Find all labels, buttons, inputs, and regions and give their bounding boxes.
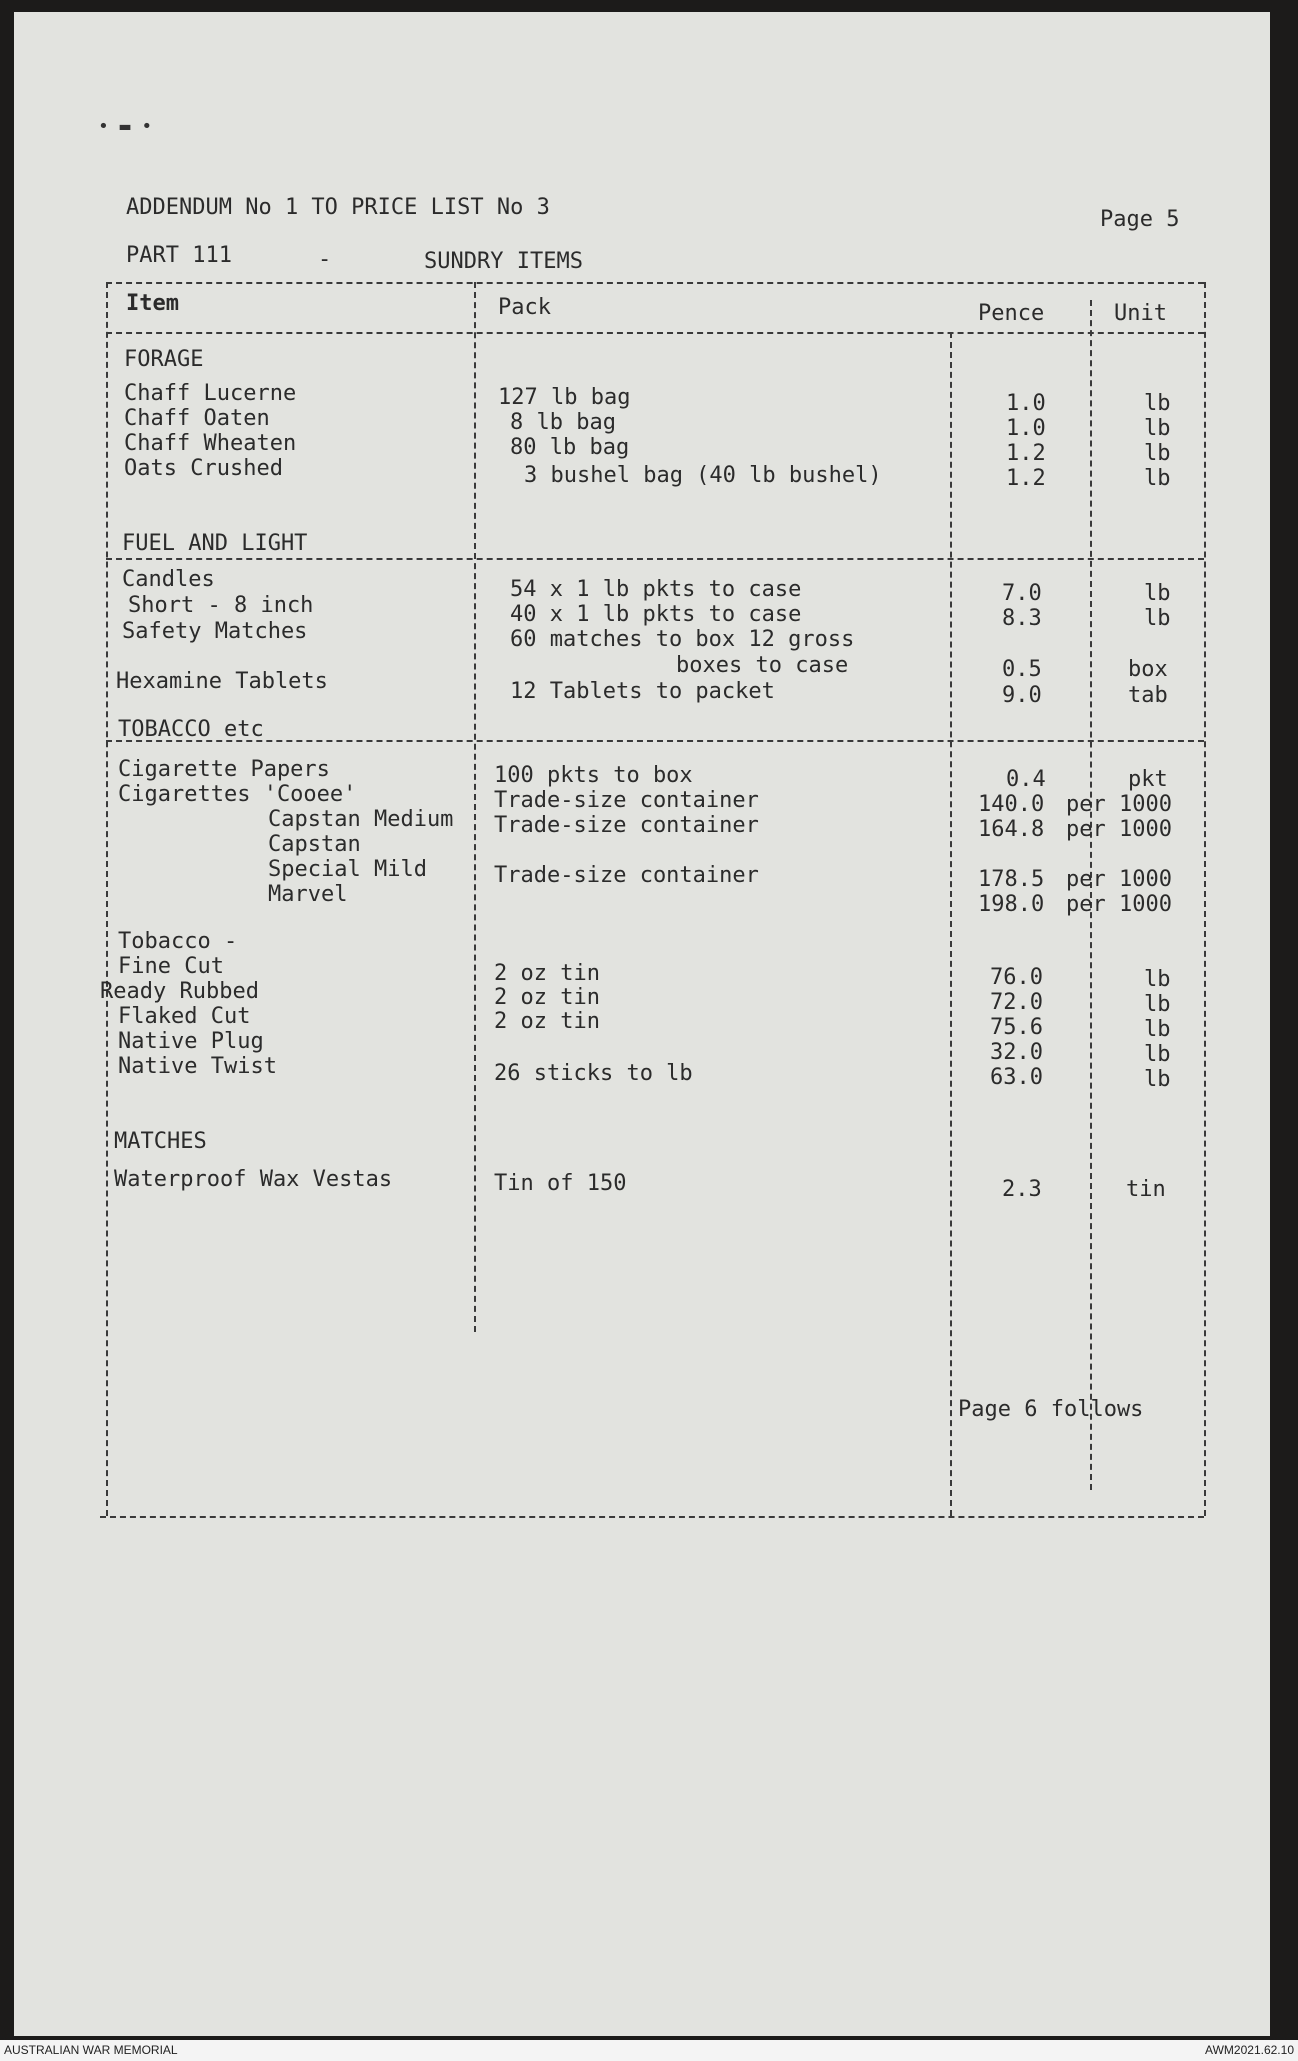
unit-native-plug: lb	[1144, 1042, 1171, 1067]
unit-native-twist: lb	[1144, 1067, 1171, 1092]
pack-cigarettes-cooee: Trade-size container	[494, 788, 759, 813]
fuel-bottom-border	[106, 740, 1204, 742]
section-tobacco: TOBACCO etc	[118, 717, 264, 742]
item-fine-cut: Fine Cut	[118, 954, 224, 979]
item-candles: Candles	[122, 567, 215, 592]
pence-flaked-cut: 75.6	[990, 1015, 1043, 1040]
pence-chaff-oaten: 1.0	[1006, 416, 1046, 441]
pack-waterproof-wax-vestas: Tin of 150	[494, 1171, 627, 1196]
pack-native-twist: 26 sticks to lb	[494, 1061, 693, 1086]
unit-capstan-special-mild: per 1000	[1066, 867, 1172, 892]
item-short-8-inch: Short - 8 inch	[128, 593, 314, 618]
pence-native-twist: 63.0	[990, 1065, 1043, 1090]
unit-chaff-oaten: lb	[1144, 416, 1171, 441]
pack-chaff-wheaten: 80 lb bag	[510, 435, 630, 460]
column-header-pence: Pence	[978, 301, 1045, 326]
pence-waterproof-wax-vestas: 2.3	[1002, 1177, 1042, 1202]
pack-oats-crushed: 3 bushel bag (40 lb bushel)	[524, 463, 882, 488]
unit-capstan-medium: per 1000	[1066, 817, 1172, 842]
pence-chaff-lucerne: 1.0	[1006, 391, 1046, 416]
unit-cigarette-papers: pkt	[1128, 767, 1168, 792]
pence-marvel: 198.0	[978, 892, 1045, 917]
archive-reference: AWM2021.62.10	[1205, 2043, 1294, 2057]
item-cigarettes-cooee: Cigarettes 'Cooee'	[118, 782, 357, 807]
pence-hexamine-tablets: 9.0	[1002, 683, 1042, 708]
pence-safety-matches: 0.5	[1002, 657, 1042, 682]
item-flaked-cut: Flaked Cut	[118, 1004, 251, 1029]
pence-fine-cut: 76.0	[990, 965, 1043, 990]
item-marvel: Marvel	[268, 882, 348, 907]
pack-safety-matches-cont: boxes to case	[676, 653, 849, 678]
pack-hexamine-tablets: 12 Tablets to packet	[510, 679, 775, 704]
pence-cigarette-papers: 0.4	[1006, 767, 1046, 792]
header-bottom-border	[106, 332, 1204, 334]
pack-safety-matches: 60 matches to box 12 gross	[510, 627, 855, 652]
archive-footer	[0, 2040, 1298, 2061]
pack-column-divider	[474, 282, 476, 1332]
column-header-unit: Unit	[1114, 301, 1167, 326]
item-special-mild: Special Mild	[268, 857, 427, 882]
pence-capstan-special-mild: 178.5	[978, 867, 1045, 892]
pence-candles: 7.0	[1002, 581, 1042, 606]
item-chaff-oaten: Chaff Oaten	[124, 406, 270, 431]
part-dash: -	[318, 247, 332, 272]
item-cigarette-papers: Cigarette Papers	[118, 757, 330, 782]
unit-marvel: per 1000	[1066, 892, 1172, 917]
pack-short-8-inch: 40 x 1 lb pkts to case	[510, 602, 802, 627]
archive-name: AUSTRALIAN WAR MEMORIAL	[4, 2043, 178, 2057]
part-number: PART 111	[126, 243, 232, 268]
forage-bottom-border	[106, 558, 1204, 560]
pack-capstan-special-mild: Trade-size container	[494, 863, 759, 888]
item-capstan-medium: Capstan Medium	[268, 807, 454, 832]
item-tobacco-heading: Tobacco -	[118, 929, 238, 954]
table-left-border	[106, 282, 108, 1516]
unit-flaked-cut: lb	[1144, 1017, 1171, 1042]
section-matches: MATCHES	[114, 1129, 207, 1154]
unit-waterproof-wax-vestas: tin	[1126, 1177, 1166, 1202]
pack-capstan-medium: Trade-size container	[494, 813, 759, 838]
pence-short-8-inch: 8.3	[1002, 606, 1042, 631]
section-forage: FORAGE	[124, 347, 204, 372]
pence-ready-rubbed: 72.0	[990, 990, 1043, 1015]
unit-safety-matches: box	[1128, 657, 1168, 682]
item-hexamine-tablets: Hexamine Tablets	[116, 669, 328, 694]
column-header-pack: Pack	[498, 295, 551, 320]
pack-cigarette-papers: 100 pkts to box	[494, 763, 693, 788]
unit-candles: lb	[1144, 581, 1171, 606]
table-bottom-border	[100, 1516, 1204, 1518]
page-follows-note: Page 6 follows	[958, 1397, 1144, 1422]
part-title: SUNDRY ITEMS	[424, 249, 583, 274]
pack-flaked-cut: 2 oz tin	[494, 1009, 600, 1034]
item-chaff-lucerne: Chaff Lucerne	[124, 381, 297, 406]
pence-chaff-wheaten: 1.2	[1006, 441, 1046, 466]
document-title: ADDENDUM No 1 TO PRICE LIST No 3	[126, 195, 550, 220]
item-chaff-wheaten: Chaff Wheaten	[124, 431, 297, 456]
pack-ready-rubbed: 2 oz tin	[494, 985, 600, 1010]
item-waterproof-wax-vestas: Waterproof Wax Vestas	[114, 1167, 393, 1192]
pence-column-divider	[950, 332, 952, 1516]
unit-fine-cut: lb	[1144, 967, 1171, 992]
table-top-border	[106, 282, 1204, 284]
item-native-twist: Native Twist	[118, 1054, 277, 1079]
pack-fine-cut: 2 oz tin	[494, 961, 600, 986]
unit-cigarettes-cooee: per 1000	[1066, 792, 1172, 817]
pence-capstan-medium: 164.8	[978, 817, 1045, 842]
section-fuel-and-light: FUEL AND LIGHT	[122, 531, 308, 556]
page-number: Page 5	[1100, 207, 1180, 232]
unit-ready-rubbed: lb	[1144, 992, 1171, 1017]
unit-chaff-wheaten: lb	[1144, 441, 1171, 466]
item-capstan: Capstan	[268, 832, 361, 857]
pack-chaff-lucerne: 127 lb bag	[498, 385, 631, 410]
item-native-plug: Native Plug	[118, 1029, 264, 1054]
ink-marks: • ▬ •	[98, 116, 153, 137]
unit-hexamine-tablets: tab	[1128, 683, 1168, 708]
pence-oats-crushed: 1.2	[1006, 466, 1046, 491]
table-right-border	[1204, 282, 1206, 1516]
item-ready-rubbed: Ready Rubbed	[100, 979, 259, 1004]
item-oats-crushed: Oats Crushed	[124, 456, 283, 481]
unit-chaff-lucerne: lb	[1144, 391, 1171, 416]
pence-native-plug: 32.0	[990, 1040, 1043, 1065]
pack-candles: 54 x 1 lb pkts to case	[510, 577, 802, 602]
item-safety-matches: Safety Matches	[122, 619, 308, 644]
unit-short-8-inch: lb	[1144, 606, 1171, 631]
column-header-item: Item	[126, 291, 179, 316]
pack-chaff-oaten: 8 lb bag	[510, 410, 616, 435]
pence-cigarettes-cooee: 140.0	[978, 792, 1045, 817]
unit-oats-crushed: lb	[1144, 466, 1171, 491]
